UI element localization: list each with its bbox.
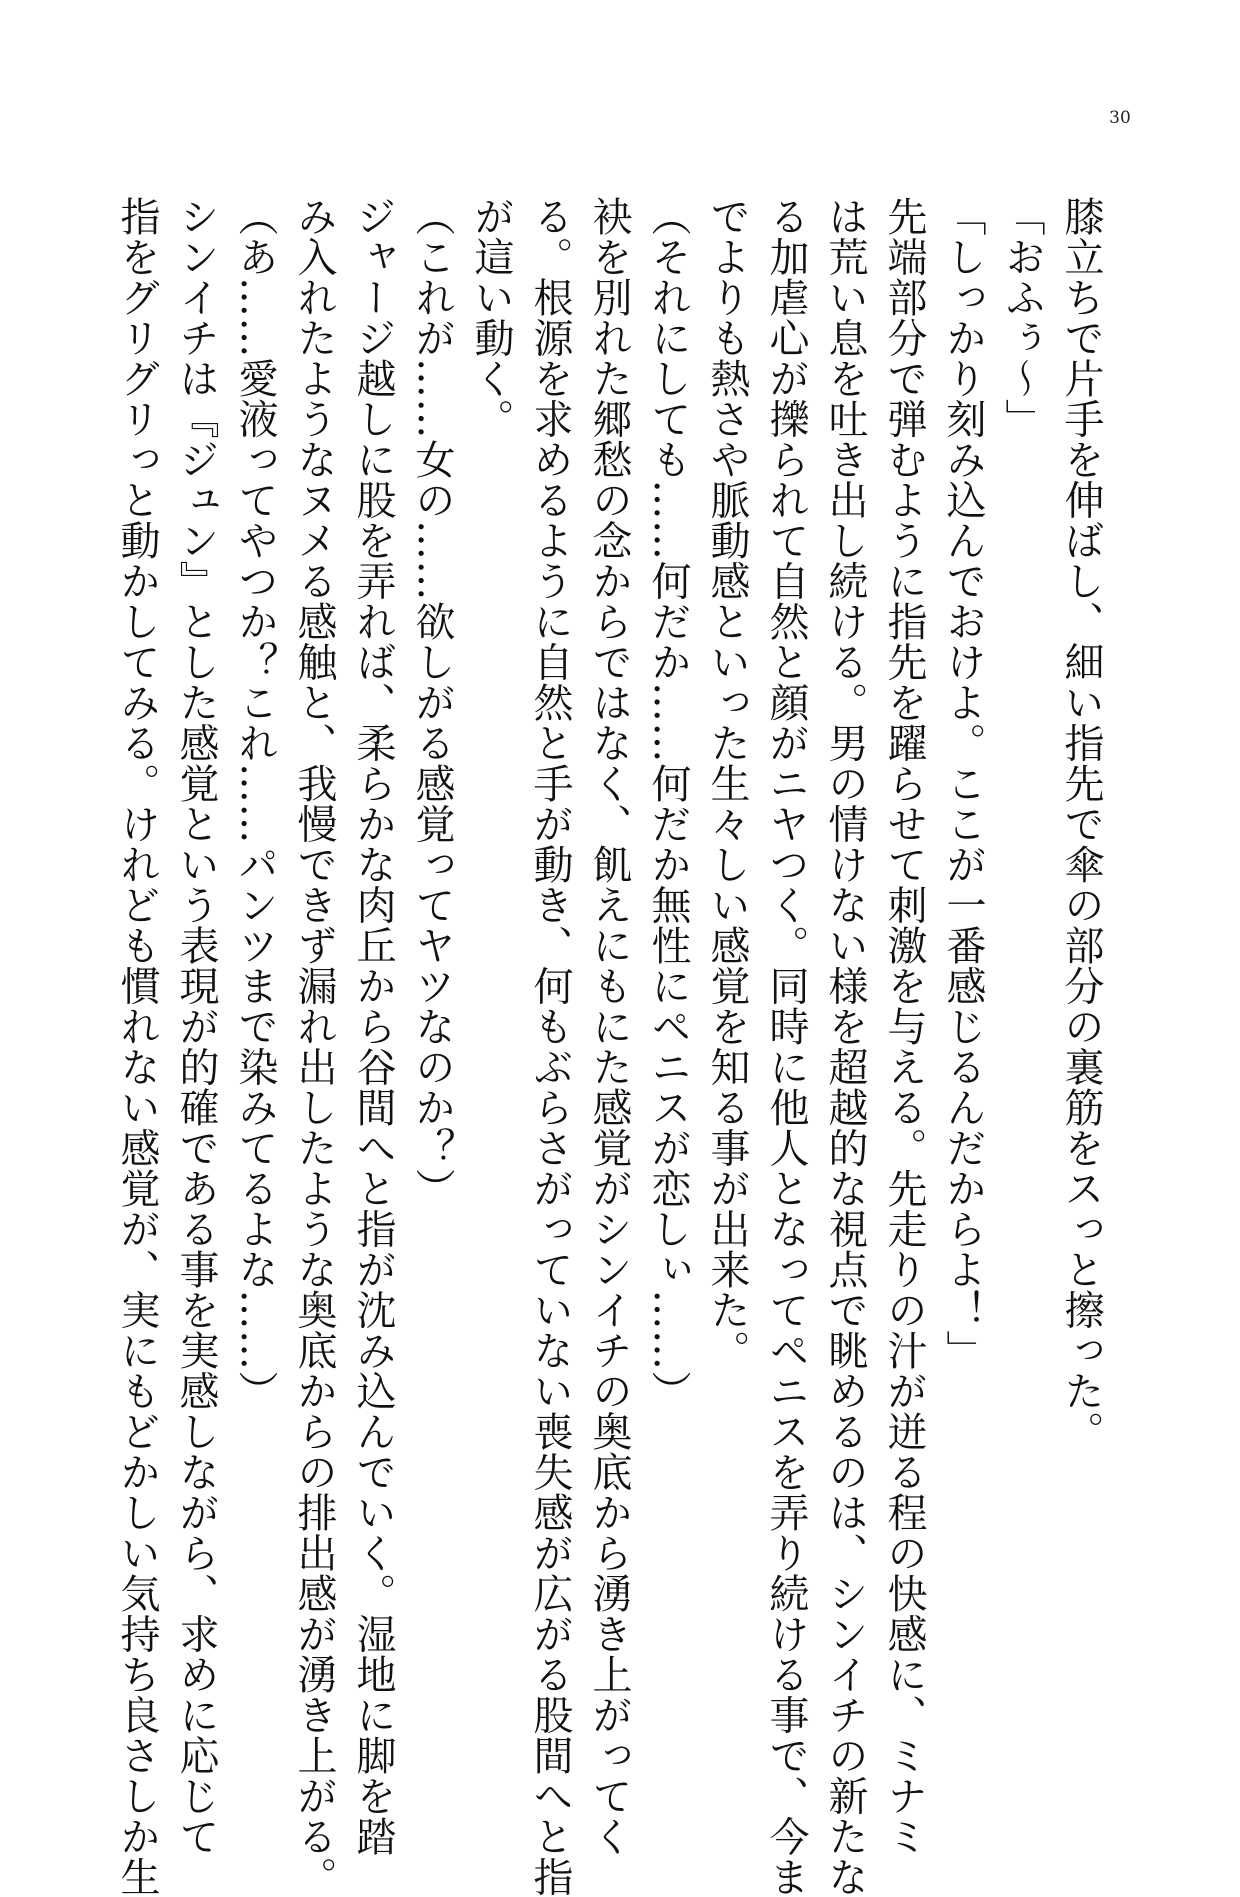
text-line-9: 袂を別れた郷愁の念からではなく、飢えにもにた感覚がシンイチの奥底から湧き上がってく <box>586 196 632 1857</box>
text-line-2: 「おふぅ～」 <box>999 196 1045 439</box>
text-line-16: シンイチは『ジュン』とした感覚という表現が的確である事を実感しながら、求めに応じて <box>173 196 219 1857</box>
text-line-15: （あ……愛液ってやつか？これ……パンツまで染みてるよな……） <box>232 196 278 1411</box>
text-line-10: る。根源を求めるように自然と手が動き、何もぶらさがっていない喪失感が広がる股間へと指 <box>527 196 573 1897</box>
text-line-5: は荒い息を吐き出し続ける。男の情けない様を超越的な視点で眺めるのは、シンイチの新たな <box>822 196 868 1897</box>
text-line-13: ジャージ越しに股を弄れば、柔らかな肉丘から谷間へと指が沈み込んでいく。湿地に脚を踏 <box>350 196 396 1857</box>
text-line-17: 指をグリグリっと動かしてみる。けれども慣れない感覚が、実にもどかしい気持ち良さしか生 <box>114 196 160 1897</box>
body-text <box>107 196 1110 1897</box>
text-line-3: 「しっかり刻み込んでおけよ。ここが一番感じるんだからよ！」 <box>940 196 986 1371</box>
text-line-4: 先端部分で弾むように指先を躍らせて刺激を与える。先走りの汁が迸る程の快感に、ミナミ <box>881 196 927 1857</box>
text-line-1: 膝立ちで片手を伸ばし、細い指先で傘の部分の裏筋をスっと擦った。 <box>1058 196 1104 1452</box>
page-number: 30 <box>1109 108 1131 128</box>
text-line-12: （これが……女の……欲しがる感覚ってヤツなのか？） <box>409 196 455 1209</box>
text-line-11: が這い動く。 <box>468 196 514 439</box>
text-line-7: でよりも熱さや脈動感といった生々しい感覚を知る事が出来た。 <box>704 196 750 1371</box>
text-line-14: み入れたようなヌメる感触と、我慢できず漏れ出したような奥底からの排出感が湧き上がる。 <box>291 196 337 1897</box>
text-line-8: （それにしても……何だか……何だか無性にペニスが恋しぃ……） <box>645 196 691 1411</box>
text-line-6: る加虐心が擽られて自然と顔がニヤつく。同時に他人となってペニスを弄り続ける事で、今ま <box>763 196 809 1897</box>
